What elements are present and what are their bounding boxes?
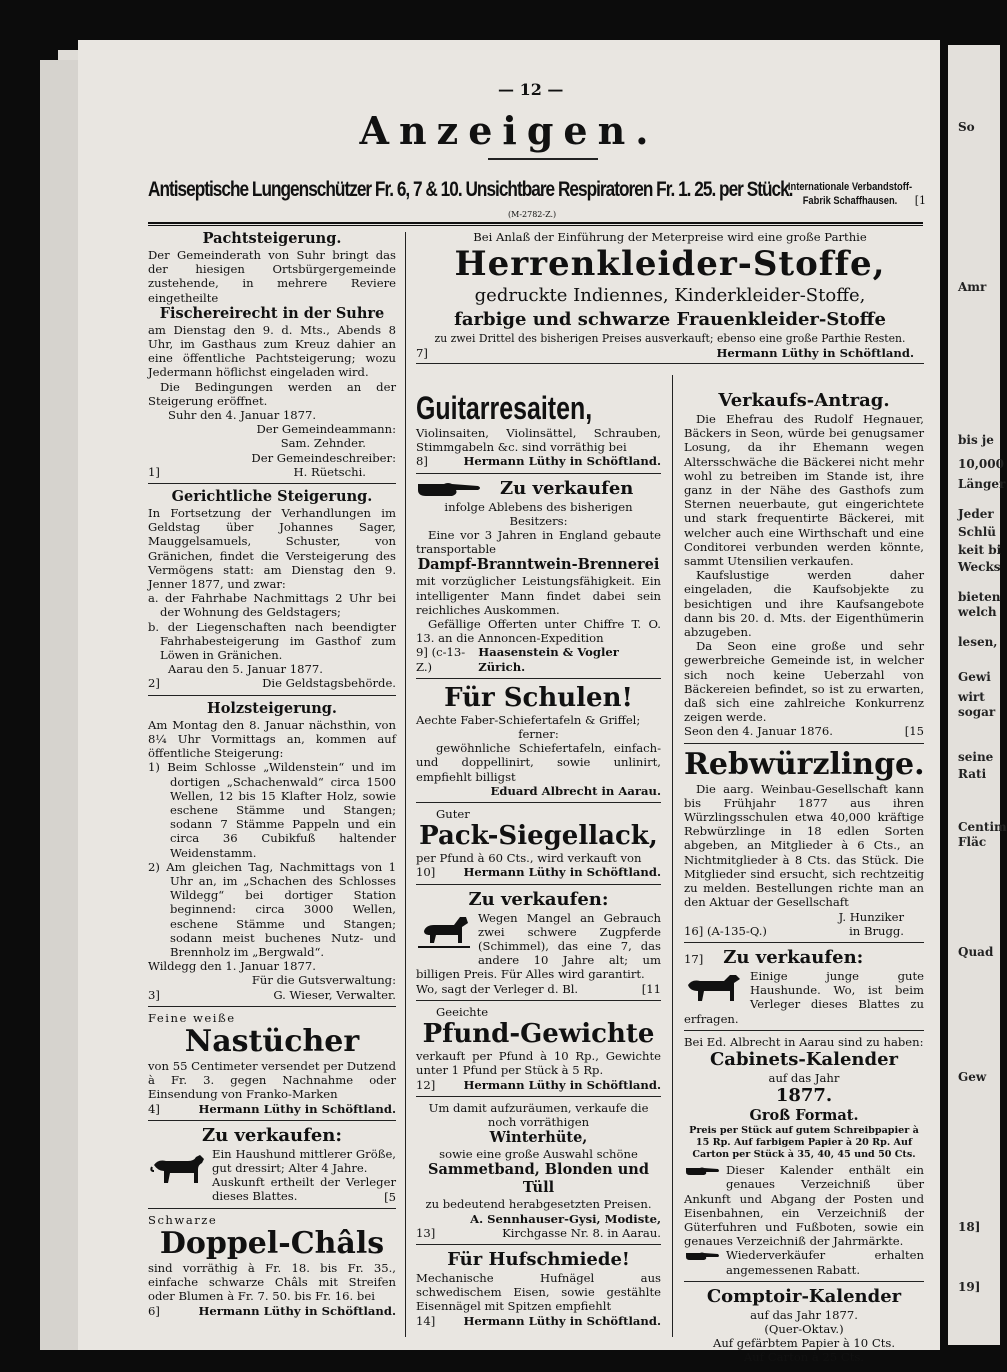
ad-divider: [684, 1030, 924, 1031]
ad-text: verkauft per Pfund à 10 Rp., Gewichte unter 1 Pfund per Stück à 5 Rp.: [416, 1049, 661, 1078]
ad-signature: Hermann Lüthy in Schöftland.: [463, 865, 661, 880]
ad-text: b. der Liegenschaften nach beendigter Fahrhabesteigerung im Gasthof zum Löwen in Gränichen.: [148, 619, 396, 663]
ad-text: Der Gemeinderath von Suhr bringt das der hiesigen Ortsbürgergemeinde zustehende, in mehrere Reviere eingetheilte: [148, 248, 396, 305]
ad-verkaufs-antrag: [684, 390, 924, 739]
ad-divider: [148, 1006, 396, 1007]
ad-number: 7]: [416, 346, 428, 361]
ad-number: 2]: [148, 676, 160, 691]
rp-text: seine: [958, 750, 994, 764]
rp-text: Centim: [958, 820, 1007, 834]
ad-title: Comptoir-Kalender: [706, 1285, 902, 1307]
ad-title: Herrenkleider-Stoffe,: [454, 244, 886, 285]
rp-text: Gew: [958, 1070, 987, 1084]
ad-prices: Preis per Stück auf gutem Schreibpapier à 15 Rp. Auf farbigem Papier à 20 Rp. Auf Carton per Stück à 35, 40, 45 und 50 Cts.: [689, 1125, 919, 1161]
ad-divider: [148, 695, 396, 696]
ad-text: Einige junge gute Haushunde. Wo, ist beim Verleger dieses Blattes zu erfragen.: [684, 968, 924, 1026]
ad-text: Aechte Faber-Schiefertafeln & Griffel;: [416, 712, 641, 727]
ad-winterhuete: [416, 1101, 661, 1240]
ad-rebwuerzlinge: [684, 748, 924, 938]
ad-signature: H. Rüetschi.: [293, 464, 366, 479]
ad-signature: Hermann Lüthy in Schöftland.: [463, 454, 661, 469]
ad-nastuecher: [148, 1011, 396, 1116]
ad-text: sowie eine große Auswahl schöne: [439, 1147, 638, 1162]
ad-highlight: Sammetband, Blonden und Tüll: [428, 1161, 649, 1197]
ad-divider: [416, 1000, 661, 1001]
ad-divider: [416, 1244, 661, 1245]
ad-date: Seon den 4. Januar 1876.: [684, 724, 833, 739]
ad-text: von 55 Centimeter versendet per Dutzend à Fr. 3. gegen Nachnahme oder Einsendung von Franko-Marken: [148, 1058, 396, 1102]
page-number: — 12 —: [498, 80, 564, 99]
rp-text: wirt: [958, 690, 985, 704]
ad-pretitle: Feine weiße: [148, 1010, 236, 1025]
newspaper-page: [78, 40, 940, 1365]
ad-divider: [416, 802, 661, 803]
ad-pretitle: Geeichte: [436, 1004, 489, 1019]
ad-divider: [148, 1120, 396, 1121]
column-1: [148, 230, 396, 1322]
ad-text: Am Montag den 8. Januar nächsthin, von 8¼ Uhr Vormittags an, kommen auf öffentliche Steigerung:: [148, 717, 396, 761]
ad-divider: [684, 743, 924, 744]
rp-text: sogar: [958, 705, 996, 719]
ad-text: Mechanische Hufnägel aus schwedischem Eisen, sowie gestählte Eisennägel mit Spitzen empfiehlt: [416, 1270, 661, 1314]
ad-signature: in Brugg.: [849, 923, 904, 938]
ad-text: Wiederverkäufer erhalten angemessenen Rabatt.: [726, 1248, 924, 1277]
column-3: [684, 390, 924, 1369]
rp-text: So: [958, 120, 975, 134]
ad-text: sind vorräthig à Fr. 18. bis Fr. 35., einfache schwarze Châls mit Streifen oder Blumen à Fr. 7. 50. bis Fr. 16. bei: [148, 1260, 396, 1304]
ad-text: Wegen Mangel an Gebrauch zwei schwere Zugpferde (Schimmel), das eine 7, das andere 10 Jahre alt; um billigen Preis. Für Alles wird garantirt.: [416, 910, 661, 982]
ad-highlight: Winterhüte,: [489, 1129, 588, 1147]
ad-pachtsteigerung: [148, 230, 396, 479]
ad-haushunde: [684, 947, 924, 1026]
ad-signature: Haasenstein & Vogler Zürich.: [478, 645, 619, 674]
ad-divider: [416, 678, 661, 679]
ad-text: Um damit aufzuräumen, verkaufe die noch vorräthigen: [428, 1100, 649, 1129]
rp-text: 18]: [958, 1220, 981, 1234]
ad-cabinets-kalender: [684, 1035, 924, 1277]
ad-text: gewöhnliche Schiefertafeln, einfach- und doppellinirt, sowie unlinirt, empfiehlt billigst: [416, 741, 661, 784]
left-page-edge-outer: [40, 60, 80, 1350]
ad-pfund-gewichte: [416, 1005, 661, 1092]
ad-divider: [148, 1208, 396, 1209]
ad-text: Violinsaiten, Violinsättel, Schrauben, Stimmgabeln &c. sind vorräthig bei: [416, 426, 661, 455]
ad-text: zu zwei Drittel des bisherigen Preises ausverkauft; ebenso eine große Parthie Resten.: [434, 332, 906, 346]
ad-signature: A. Sennhauser-Gysi, Modiste,: [470, 1211, 661, 1226]
ad-text: Die Bedingungen werden an der Steigerung eröffnet.: [148, 379, 396, 408]
ad-number: 4]: [148, 1101, 160, 1116]
ad-signature: Hermann Lüthy in Schöftland.: [463, 1313, 661, 1328]
ad-herrenkleider-stoffe: [416, 230, 924, 368]
ad-number: 9] (c-13-Z.): [416, 645, 466, 674]
rp-text: 10,000: [958, 457, 1004, 471]
pointing-hand-icon: [416, 478, 482, 500]
ad-highlight: Fischereirecht in der Suhre: [159, 304, 385, 322]
column-2: [416, 390, 661, 1332]
rp-text: Fläc: [958, 835, 987, 849]
ad-comptoir-kalender: [684, 1286, 924, 1365]
ad-signature: Sam. Zehnder.: [280, 436, 366, 451]
rp-text: welch: [958, 605, 997, 619]
ad-title: Gerichtliche Steigerung.: [171, 488, 373, 506]
ad-number: [5: [384, 1189, 396, 1204]
ad-text: Bei Anlaß der Einführung der Meterpreise wird eine große Parthie: [473, 230, 867, 244]
ad-fuer-schulen: [416, 683, 661, 798]
ad-divider: [684, 1281, 924, 1282]
ad-number: 1]: [148, 464, 160, 479]
rp-text: Gewi: [958, 670, 991, 684]
ad-text: In Fortsetzung der Verhandlungen im Geldstag über Johannes Sager, Mauggelsamuels, Schuster, von Gränichen, findet die Versteigerung des Vermögens statt: am Dienstag den 9. Jenner 1877, und zwar:: [148, 506, 396, 592]
ad-number: 12]: [416, 1077, 436, 1092]
ad-divider: [148, 483, 396, 484]
ad-signature: Hermann Lüthy in Schöftland.: [716, 346, 914, 361]
ad-divider: [416, 1096, 661, 1097]
ad-divider: [684, 942, 924, 943]
ad-date: Aarau den 5. Januar 1877.: [168, 662, 323, 677]
ad-text: Gefällige Offerten unter Chiffre T. O. 13. an die Annoncen-Expedition: [416, 617, 661, 646]
ad-signature: Hermann Lüthy in Schöftland.: [198, 1303, 396, 1318]
ad-signature: J. Hunziker: [838, 909, 904, 924]
ad-title: Zu verkaufen: [500, 477, 634, 499]
rp-text: 19]: [958, 1280, 981, 1294]
ad-text: infolge Ablebens des bisherigen Besitzers:: [444, 499, 633, 528]
ad-signature: Für die Gutsverwaltung:: [251, 973, 396, 988]
ad-title: Nastücher: [184, 1023, 360, 1059]
ad-text: Auskunft ertheilt der Verleger dieses Blattes.: [212, 1175, 396, 1204]
rp-text: Schlü: [958, 525, 996, 539]
ad-signature: Wo, sagt der Verleger d. Bl.: [416, 981, 579, 996]
rp-text: Jeder: [958, 507, 994, 521]
ad-title: Zu verkaufen:: [468, 888, 609, 910]
rp-text: bieten: [958, 590, 1001, 604]
ad-guitarresaiten: [416, 390, 661, 469]
ad-number: 14]: [416, 1313, 436, 1328]
banner-ad: [148, 178, 926, 222]
ad-hufschmiede: [416, 1249, 661, 1328]
ad-number: 16] (A-135-Q.): [684, 923, 767, 938]
ad-title: Pack-Siegellack,: [419, 821, 658, 852]
section-masthead: Anzeigen.: [359, 108, 659, 153]
ad-divider: [416, 363, 924, 364]
ad-text: (Quer-Oktav.): [764, 1321, 844, 1336]
dog-icon: [148, 1149, 206, 1191]
ad-text: 1) Beim Schlosse „Wildenstein“ und im dortigen „Schachenwald“ circa 1500 Wellen, 12 bis 15 Klafter Holz, sowie eschene Stämme und Stangen; sodann 7 Stämme Pappeln und ein circa 36 Cubikfuß haltender Weidenstamm.: [148, 760, 396, 860]
ad-text: ferner:: [518, 727, 559, 742]
dog-icon: [684, 971, 744, 1007]
ad-signature: G. Wieser, Verwalter.: [273, 987, 396, 1002]
ad-date: Wildegg den 1. Januar 1877.: [148, 959, 316, 974]
ad-date: Suhr den 4. Januar 1877.: [168, 408, 317, 423]
banner-number: [1: [914, 194, 926, 207]
ad-number: 17]: [684, 951, 704, 966]
rp-text: Wecks: [958, 560, 1001, 574]
ad-text: Auf gefärbtem Papier à 10 Cts.: [712, 1336, 896, 1351]
ad-title: Pfund-Gewichte: [422, 1019, 655, 1050]
ad-divider: [416, 473, 661, 474]
ad-number: 3]: [148, 987, 160, 1002]
ad-text: auf das Jahr 1877.: [750, 1307, 858, 1322]
ad-haushund: [148, 1125, 396, 1204]
ad-text: Dieser Kalender enthält ein genaues Verzeichniß über Ankunft und Abgang der Posten und Eisenbahnen, ein Verzeichniß der Güterfuhren und Fußboten, sowie ein genaues Verzeichniß der Jahrmärkte.: [684, 1163, 924, 1249]
ad-gerichtliche-steigerung: [148, 488, 396, 691]
ad-text: auf das Jahr: [768, 1070, 840, 1085]
ad-highlight: Dampf-Branntwein-Brennerei: [417, 556, 660, 574]
ad-title: Holzsteigerung.: [207, 699, 337, 717]
banner-company-line: Fabrik Schaffhausen.: [802, 195, 898, 207]
ad-format: Groß Format.: [749, 1107, 859, 1125]
ad-signature: Der Gemeindeammann:: [256, 422, 396, 437]
ad-number: 6]: [148, 1303, 160, 1318]
ad-signature: Kirchgasse Nr. 8. in Aarau.: [502, 1225, 661, 1240]
ad-text: a. der Fahrhabe Nachmittags 2 Uhr bei der Wohnung des Geldstagers;: [148, 591, 396, 620]
banner-code: (M-2782-Z.): [508, 210, 557, 219]
pointing-hand-icon: [684, 1165, 720, 1177]
ad-title: Doppel-Châls: [159, 1225, 385, 1261]
rp-text: Rati: [958, 767, 987, 781]
ad-text: Die aarg. Weinbau-Gesellschaft kann bis Frühjahr 1877 aus ihren Würzlingsschulen etwa 40,000 kräftige Rebwürzlinge in 18 edlen Sorten abgeben, an Mitglieder à 6 Cts., an Nichtmitglieder à 8 Cts. das Stück. Die Mitglieder sind ersucht, sich rechtzeitig zu melden. Bestellungen richte man an den Aktuar der Gesellschaft: [684, 781, 924, 910]
ad-text: zu bedeutend herabgesetzten Preisen.: [425, 1197, 652, 1212]
ad-year: 1877.: [775, 1085, 833, 1107]
ad-zugpferde: [416, 889, 661, 996]
ad-holzsteigerung: [148, 700, 396, 1002]
horse-icon: [416, 913, 472, 953]
ad-title: Zu verkaufen:: [201, 1124, 343, 1146]
ad-pretitle: Guter: [436, 807, 470, 822]
ornament-divider: [488, 158, 598, 162]
ad-doppel-chals: [148, 1213, 396, 1318]
ad-text: Da Seon eine große und sehr gewerbreiche Gemeinde ist, in welcher sich noch keine Ueberzahl von Bäckereien befindet, so ist zu erwarten, daß sich eine zahlreiche Konkurrenz zeigen werde.: [684, 639, 924, 725]
ad-text: per Pfund à 60 Cts., wird verkauft von: [416, 851, 642, 866]
ad-text: 2) Am gleichen Tag, Nachmittags von 1 Uhr an, im „Schachen des Schlosses Wildegg“ bei dortiger Station beginnend: circa 3000 Wellen, eschene Stämme und Stangen; sodann meist buchenes Nutz- und Brennholz im „Bergwald“.: [148, 859, 396, 959]
ad-text: Eine vor 3 Jahren in England gebaute transportable: [416, 528, 661, 557]
pointing-hand-icon: [684, 1250, 720, 1262]
rp-text: keit bi: [958, 543, 1002, 557]
ad-title: Für Hufschmiede!: [447, 1248, 630, 1270]
ad-number: 13]: [416, 1225, 436, 1240]
rp-text: lesen,: [958, 635, 998, 649]
ad-pretitle: Schwarze: [148, 1212, 218, 1227]
ad-text: Die Ehefrau des Rudolf Hegnauer, Bäckers in Seon, würde bei genugsamer Losung, da ihr Ehemann wegen Altersschwäche die Bäckerei nicht mehr wohl zu betreiben im Stande ist, ihre ganz in der Nähe des Gasthofs zum Sternen neuerbaute, gut eingerichtete und stark frequentirte Bäckerei, mit welcher auch eine Wirthschaft und eine Conditorei verbunden werden könnte, sammt Utensilien verkaufen.: [684, 412, 924, 569]
banner-company-line: Internationale Verbandstoff-: [787, 181, 912, 193]
ad-title: Pachtsteigerung.: [202, 230, 342, 247]
ad-text: am Dienstag den 9. d. Mts., Abends 8 Uhr, im Gasthaus zum Kreuz dahier an eine öffentliche Pachtsteigerung; wozu Jedermann höflichst eingeladen wird.: [148, 322, 396, 380]
ad-title: Zu verkaufen:: [723, 946, 864, 968]
rp-text: Quad: [958, 945, 994, 959]
ad-number: 8]: [416, 454, 428, 469]
ad-text: Auf Carton à 25 Cts.: [743, 1350, 865, 1365]
ad-subtitle: farbige und schwarze Frauenkleider-Stoffe: [454, 309, 886, 331]
ad-number: [11: [641, 981, 661, 996]
adjacent-page: [948, 45, 1007, 1345]
ad-divider: [416, 884, 661, 885]
ad-signature: Eduard Albrecht in Aarau.: [490, 783, 661, 798]
ad-title: Cabinets-Kalender: [709, 1048, 899, 1070]
banner-company: [788, 180, 912, 208]
ad-text: mit vorzüglicher Leistungsfähigkeit. Ein intelligenter Mann findet dabei sein reichliches Auskommen.: [416, 574, 661, 617]
ad-siegellack: [416, 807, 661, 880]
ad-title: Für Schulen!: [444, 682, 633, 713]
column-divider: [672, 375, 673, 1337]
ad-dampf-brennerei: [416, 478, 661, 674]
ad-number: 10]: [416, 865, 436, 880]
ad-signature: Hermann Lüthy in Schöftland.: [463, 1077, 661, 1092]
ad-signature: Hermann Lüthy in Schöftland.: [198, 1101, 396, 1116]
ad-title: Guitarresaiten,: [416, 390, 593, 426]
rp-text: Länger: [958, 477, 1006, 491]
rp-text: bis je: [958, 433, 994, 447]
ad-text: Bei Ed. Albrecht in Aarau sind zu haben:: [684, 1034, 924, 1049]
ad-signature: Der Gemeindeschreiber:: [251, 450, 396, 465]
rp-text: Amr: [958, 280, 987, 294]
ad-signature: Die Geldstagsbehörde.: [262, 676, 396, 691]
ad-number: [15: [904, 724, 924, 739]
ad-title: Verkaufs-Antrag.: [718, 390, 890, 411]
double-rule: [148, 222, 923, 226]
ad-text: Kaufslustige werden daher eingeladen, die Kaufsobjekte zu besichtigen und ihre Kaufsangebote dann bis 20. d. Mts. der Eigenthümerin abzugeben.: [684, 568, 924, 640]
ad-title: Rebwürzlinge.: [684, 746, 925, 782]
ad-subtitle: gedruckte Indiennes, Kinderkleider-Stoffe,: [474, 285, 866, 307]
banner-headline: Antiseptische Lungenschützer Fr. 6, 7 & 10. Unsichtbare Respiratoren Fr. 1. 25. per Stück.: [148, 178, 793, 201]
column-divider: [405, 232, 406, 1337]
ad-text: Ein Haushund mittlerer Größe, gut dressirt; Alter 4 Jahre.: [212, 1146, 396, 1175]
